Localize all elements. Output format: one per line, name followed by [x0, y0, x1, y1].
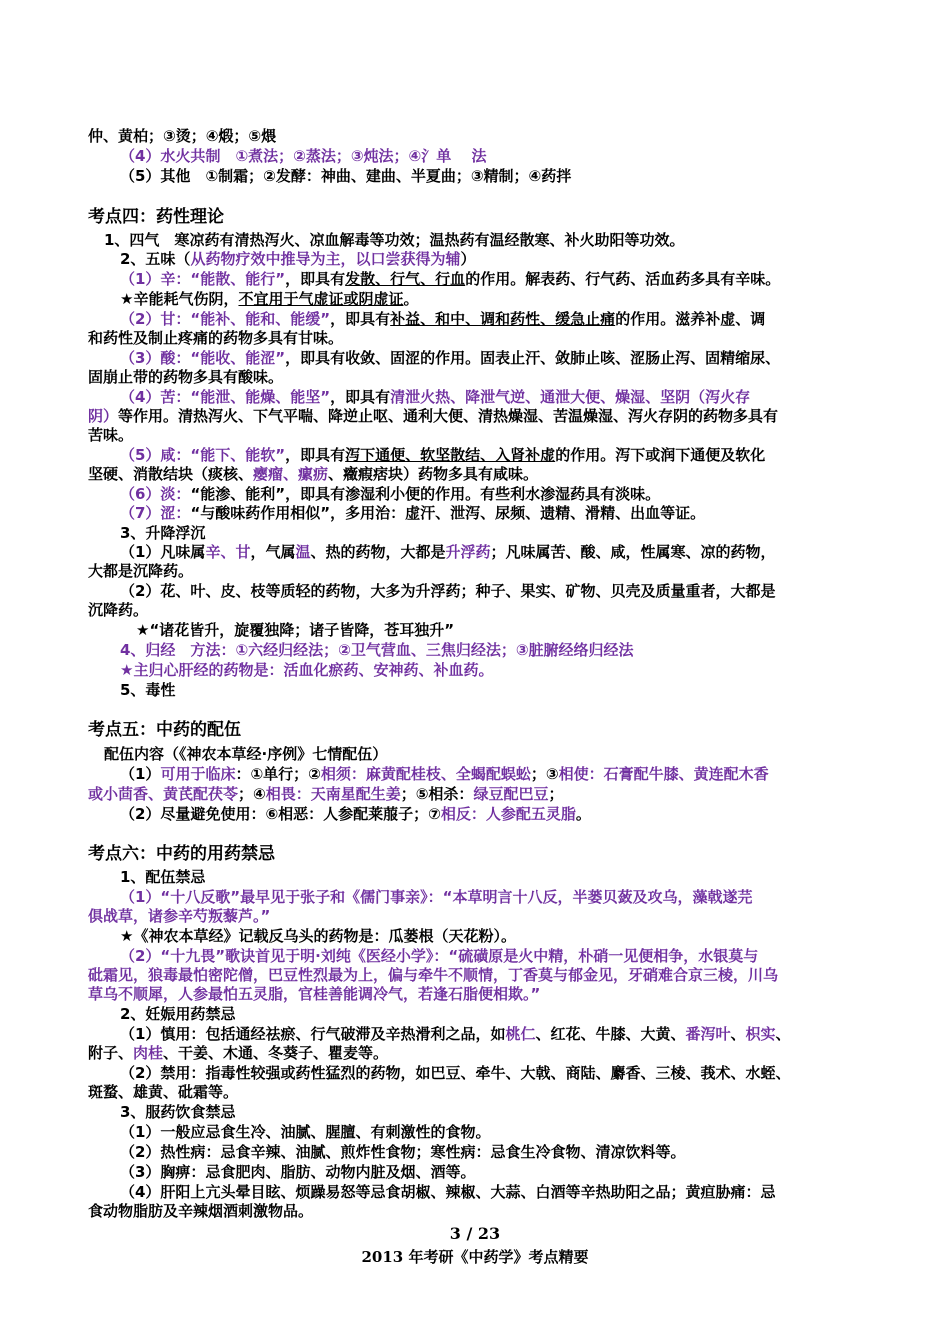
- text-segment: ）: [460, 250, 476, 268]
- text-segment: （4）水火共制 ①煮法；②蒸法；③炖法；④氵单 法: [120, 147, 487, 165]
- text-line: [88, 1044, 878, 1063]
- text-segment: （4）肝阳上亢头晕目眩、烦躁易怒等忌食胡椒、辣椒、大蒜、白酒等辛热助阳之品；黄疸胁痛：忌: [120, 1183, 776, 1201]
- text-segment: 大都是沉降药。: [88, 562, 194, 580]
- text-segment: 。: [575, 805, 591, 823]
- text-segment: 的作用。泻下或润下通便及软化: [555, 446, 766, 464]
- text-segment: 相反：人参配五灵脂: [440, 805, 576, 823]
- text-line: [120, 888, 910, 907]
- text-segment: 辛、甘: [205, 543, 251, 561]
- text-line: [120, 250, 910, 269]
- text-line: [136, 621, 926, 640]
- text-segment: 温: [295, 543, 311, 561]
- text-line: [120, 1163, 910, 1182]
- text-line: [120, 1025, 910, 1044]
- text-line: [120, 1005, 910, 1024]
- section-heading: [88, 206, 878, 228]
- text-segment: （4）苦：“能泄、能燥、能坚”: [120, 388, 331, 406]
- text-line: [120, 947, 910, 966]
- text-line: [88, 985, 878, 1004]
- text-segment: 固崩止带的药物多具有酸味。: [88, 368, 284, 386]
- text-segment: （7）涩：: [120, 504, 191, 522]
- text-segment: 2、妊娠用药禁忌: [120, 1005, 236, 1023]
- text-segment: （1）辛：“能散、能行”: [120, 270, 286, 288]
- text-segment: ★辛能耗气伤阴，: [120, 290, 239, 308]
- text-segment: 番泻叶: [685, 1025, 731, 1043]
- text-segment: 1、配伍禁忌: [120, 868, 206, 886]
- text-segment: 附子、: [88, 1044, 134, 1062]
- text-segment: 枳实: [745, 1025, 776, 1043]
- text-segment: 苦味。: [88, 426, 134, 444]
- text-segment: 、红花、牛膝、大黄、: [535, 1025, 686, 1043]
- text-segment: 考点四：药性理论: [88, 207, 224, 227]
- text-segment: 、干姜、木通、冬葵子、瞿麦等。: [163, 1044, 389, 1062]
- text-segment: ；凡味属苦、酸、咸，性属寒、凉的药物，: [490, 543, 776, 561]
- text-segment: （1）凡味属: [120, 543, 206, 561]
- text-segment: 坚硬、消散结块（痰核、: [88, 465, 254, 483]
- text-line: [120, 1103, 910, 1122]
- text-segment: 的作用。解表药、行气药、活血药多具有辛味。: [465, 270, 781, 288]
- text-line: [120, 167, 910, 186]
- text-segment: 和药性及制止疼痛的药物多具有甘味。: [88, 329, 344, 347]
- text-line: [120, 1064, 910, 1083]
- text-segment: 仲、黄柏；③烫；④煅；⑤煨: [88, 127, 277, 145]
- text-segment: （2）甘：“能补、能和、能缓”: [120, 310, 331, 328]
- text-line: [120, 1183, 910, 1202]
- text-line: [104, 231, 894, 250]
- text-segment: 3、升降浮沉: [120, 524, 206, 542]
- text-segment: 食动物脂肪及辛辣烟酒刺激物品。: [88, 1202, 314, 1220]
- text-segment: （6）淡：: [120, 485, 191, 503]
- text-segment: ；④: [238, 785, 266, 803]
- text-line: [88, 1202, 878, 1221]
- text-line: [104, 745, 894, 764]
- section-heading: [88, 719, 878, 741]
- text-segment: 配伍内容（《神农本草经·序例》七情配伍）: [104, 745, 388, 763]
- text-segment: （5）咸：“能下、能软”: [120, 446, 286, 464]
- text-segment: （1）慎用：包括通经祛瘀、行气破滞及辛热滑利之品，如: [120, 1025, 506, 1043]
- text-segment: 相畏：天南星配生姜: [265, 785, 401, 803]
- text-segment: （2）禁用：指毒性较强或药性猛烈的药物，如巴豆、牵牛、大戟、商陆、麝香、三棱、莪术、水蛭、: [120, 1064, 791, 1082]
- text-line: [120, 349, 910, 368]
- text-line: [88, 426, 878, 445]
- text-segment: ★《神农本草经》记载反乌头的药物是：瓜蒌根（天花粉）。: [120, 927, 516, 945]
- text-line: [120, 290, 910, 309]
- text-segment: 等作用。清热泻火、下气平喘、降逆止呕、通利大便、清热燥湿、苦温燥湿、泻火存阴的药物多具有: [118, 407, 779, 425]
- text-segment: 考点五：中药的配伍: [88, 720, 241, 740]
- text-segment: ，即具有: [330, 388, 391, 406]
- text-line: [88, 127, 878, 146]
- text-line: [120, 446, 910, 465]
- text-line: [120, 270, 910, 289]
- text-line: [88, 329, 878, 348]
- document-footer-title: 2013 年考研《中药学》考点精要: [361, 1248, 589, 1266]
- text-segment: （3）胸痹：忌食肥肉、脂肪、动物内脏及烟、酒等。: [120, 1163, 476, 1181]
- text-segment: 桃仁: [505, 1025, 536, 1043]
- text-segment: （1）一般应忌食生冷、油腻、腥膻、有刺激性的食物。: [120, 1123, 491, 1141]
- text-line: [120, 927, 910, 946]
- text-segment: （5）其他 ①制霜；②发酵：神曲、建曲、半夏曲；③精制；④药拌: [120, 167, 572, 185]
- text-segment: 、: [775, 1025, 791, 1043]
- text-segment: 相使：石膏配牛膝、黄连配木香: [558, 765, 769, 783]
- text-segment: 沉降药。: [88, 601, 149, 619]
- text-segment: 从药物疗效中推导为主，以口尝获得为辅: [190, 250, 461, 268]
- text-segment: 发散、行气、行血: [345, 270, 466, 288]
- text-segment: 1、四气 寒凉药有清热泻火、凉血解毒等功效；温热药有温经散寒、补火助阳等功效。: [104, 231, 685, 249]
- text-segment: 考点六：中药的用药禁忌: [88, 844, 275, 864]
- text-segment: 、癥瘕痞块）药物多具有咸味。: [328, 465, 539, 483]
- text-segment: 或小茴香、黄芪配茯苓: [88, 785, 239, 803]
- text-segment: 瘿瘤、瘰疬: [253, 465, 329, 483]
- text-line: [88, 907, 878, 926]
- text-segment: 的作用。滋养补虚、调: [615, 310, 766, 328]
- text-segment: 不宜用于气虚证或阴虚证: [238, 290, 404, 308]
- text-line: [88, 601, 878, 620]
- text-line: [120, 524, 910, 543]
- text-line: [88, 785, 878, 804]
- text-line: [120, 661, 910, 680]
- text-segment: （2）花、叶、皮、枝等质轻的药物，大多为升浮药；种子、果实、矿物、贝壳及质量重者，大都是: [120, 582, 776, 600]
- text-segment: “与酸味药作用相似”，多用治：虚汗、泄泻、尿频、遗精、滑精、出血等证。: [190, 504, 706, 522]
- text-segment: ；⑤相杀：: [400, 785, 474, 803]
- text-line: [120, 805, 910, 824]
- text-line: [120, 641, 910, 660]
- text-segment: 3、服药饮食禁忌: [120, 1103, 236, 1121]
- text-line: [120, 504, 910, 523]
- text-line: [120, 1123, 910, 1142]
- text-segment: ，即具有: [285, 446, 346, 464]
- text-segment: ，即具有: [285, 270, 346, 288]
- text-segment: 。: [403, 290, 419, 308]
- text-line: [88, 368, 878, 387]
- text-segment: ，气属: [250, 543, 296, 561]
- text-segment: （2）“十九畏”歌诀首见于明·刘纯《医经小学》：“硫磺原是火中精，朴硝一见便相争，水银莫与: [120, 947, 759, 965]
- text-segment: 补益、和中、调和药性、缓急止痛: [390, 310, 616, 328]
- text-line: [120, 765, 910, 784]
- text-segment: 升浮药: [445, 543, 491, 561]
- text-segment: （1）: [120, 765, 161, 783]
- text-line: [120, 681, 910, 700]
- text-line: [88, 407, 878, 426]
- text-segment: 、: [730, 1025, 746, 1043]
- text-line: [120, 582, 910, 601]
- text-segment: （1）“十八反歌”最早见于张子和《儒门事亲》：“本草明言十八反，半蒌贝蔹及攻乌，藻戟遂芫: [120, 888, 753, 906]
- text-line: [88, 966, 878, 985]
- text-segment: 2、五味（: [120, 250, 191, 268]
- text-segment: （2）尽量避免使用：⑥相恶：人参配莱菔子；⑦: [120, 805, 441, 823]
- text-segment: 4、归经 方法：①六经归经法；②卫气营血、三焦归经法；③脏腑经络归经法: [120, 641, 634, 659]
- text-segment: 绿豆配巴豆: [473, 785, 549, 803]
- text-line: [120, 485, 910, 504]
- text-segment: 5、毒性: [120, 681, 176, 699]
- text-line: [120, 310, 910, 329]
- text-line: [120, 1143, 910, 1162]
- text-line: [120, 543, 910, 562]
- text-segment: 斑蝥、雄黄、砒霜等。: [88, 1083, 239, 1101]
- section-heading: [88, 843, 878, 865]
- text-segment: 阴）: [88, 407, 119, 425]
- text-segment: “能渗、能利”，即具有渗湿利小便的作用。有些利水渗湿药具有淡味。: [190, 485, 661, 503]
- text-segment: ，即具有收敛、固涩的作用。固表止汗、敛肺止咳、涩肠止泻、固精缩尿、: [285, 349, 781, 367]
- text-segment: 泻下通便、软坚散结、入肾补虚: [345, 446, 556, 464]
- text-segment: 、热的药物，大都是: [310, 543, 446, 561]
- text-segment: ★主归心肝经的药物是：活血化瘀药、安神药、补血药。: [120, 661, 494, 679]
- text-segment: 清泄火热、降泄气逆、通泄大便、燥湿、坚阴（泻火存: [390, 388, 751, 406]
- text-segment: 草乌不顺犀，人参最怕五灵脂，官桂善能调冷气，若逢石脂便相欺。”: [88, 985, 541, 1003]
- text-segment: ；: [548, 785, 564, 803]
- text-segment: ，即具有: [330, 310, 391, 328]
- text-segment: 可用于临床: [160, 765, 236, 783]
- text-line: [120, 147, 910, 166]
- text-segment: （3）酸：“能收、能涩”: [120, 349, 286, 367]
- text-segment: 肉桂: [133, 1044, 164, 1062]
- text-line: [88, 1083, 878, 1102]
- page-number: 3 / 23: [449, 1224, 501, 1243]
- text-segment: ；③: [530, 765, 559, 783]
- text-line: [88, 465, 878, 484]
- text-segment: ★“诸花皆升，旋覆独降；诸子皆降，苍耳独升”: [136, 621, 455, 639]
- text-segment: 相须：麻黄配桂枝、全蝎配蜈蚣: [320, 765, 531, 783]
- text-line: [120, 868, 910, 887]
- text-segment: 俱战草，诸参辛芍叛藜芦。”: [88, 907, 271, 925]
- text-segment: （2）热性病：忌食辛辣、油腻、煎炸性食物；寒性病：忌食生冷食物、清凉饮料等。: [120, 1143, 686, 1161]
- text-segment: 砒霜见，狼毒最怕密陀僧，巴豆性烈最为上，偏与牵牛不顺情，丁香莫与郁金见，牙硝难合京三棱，川乌: [88, 966, 779, 984]
- text-line: [120, 388, 910, 407]
- text-segment: ：①单行；②: [235, 765, 321, 783]
- text-line: [88, 562, 878, 581]
